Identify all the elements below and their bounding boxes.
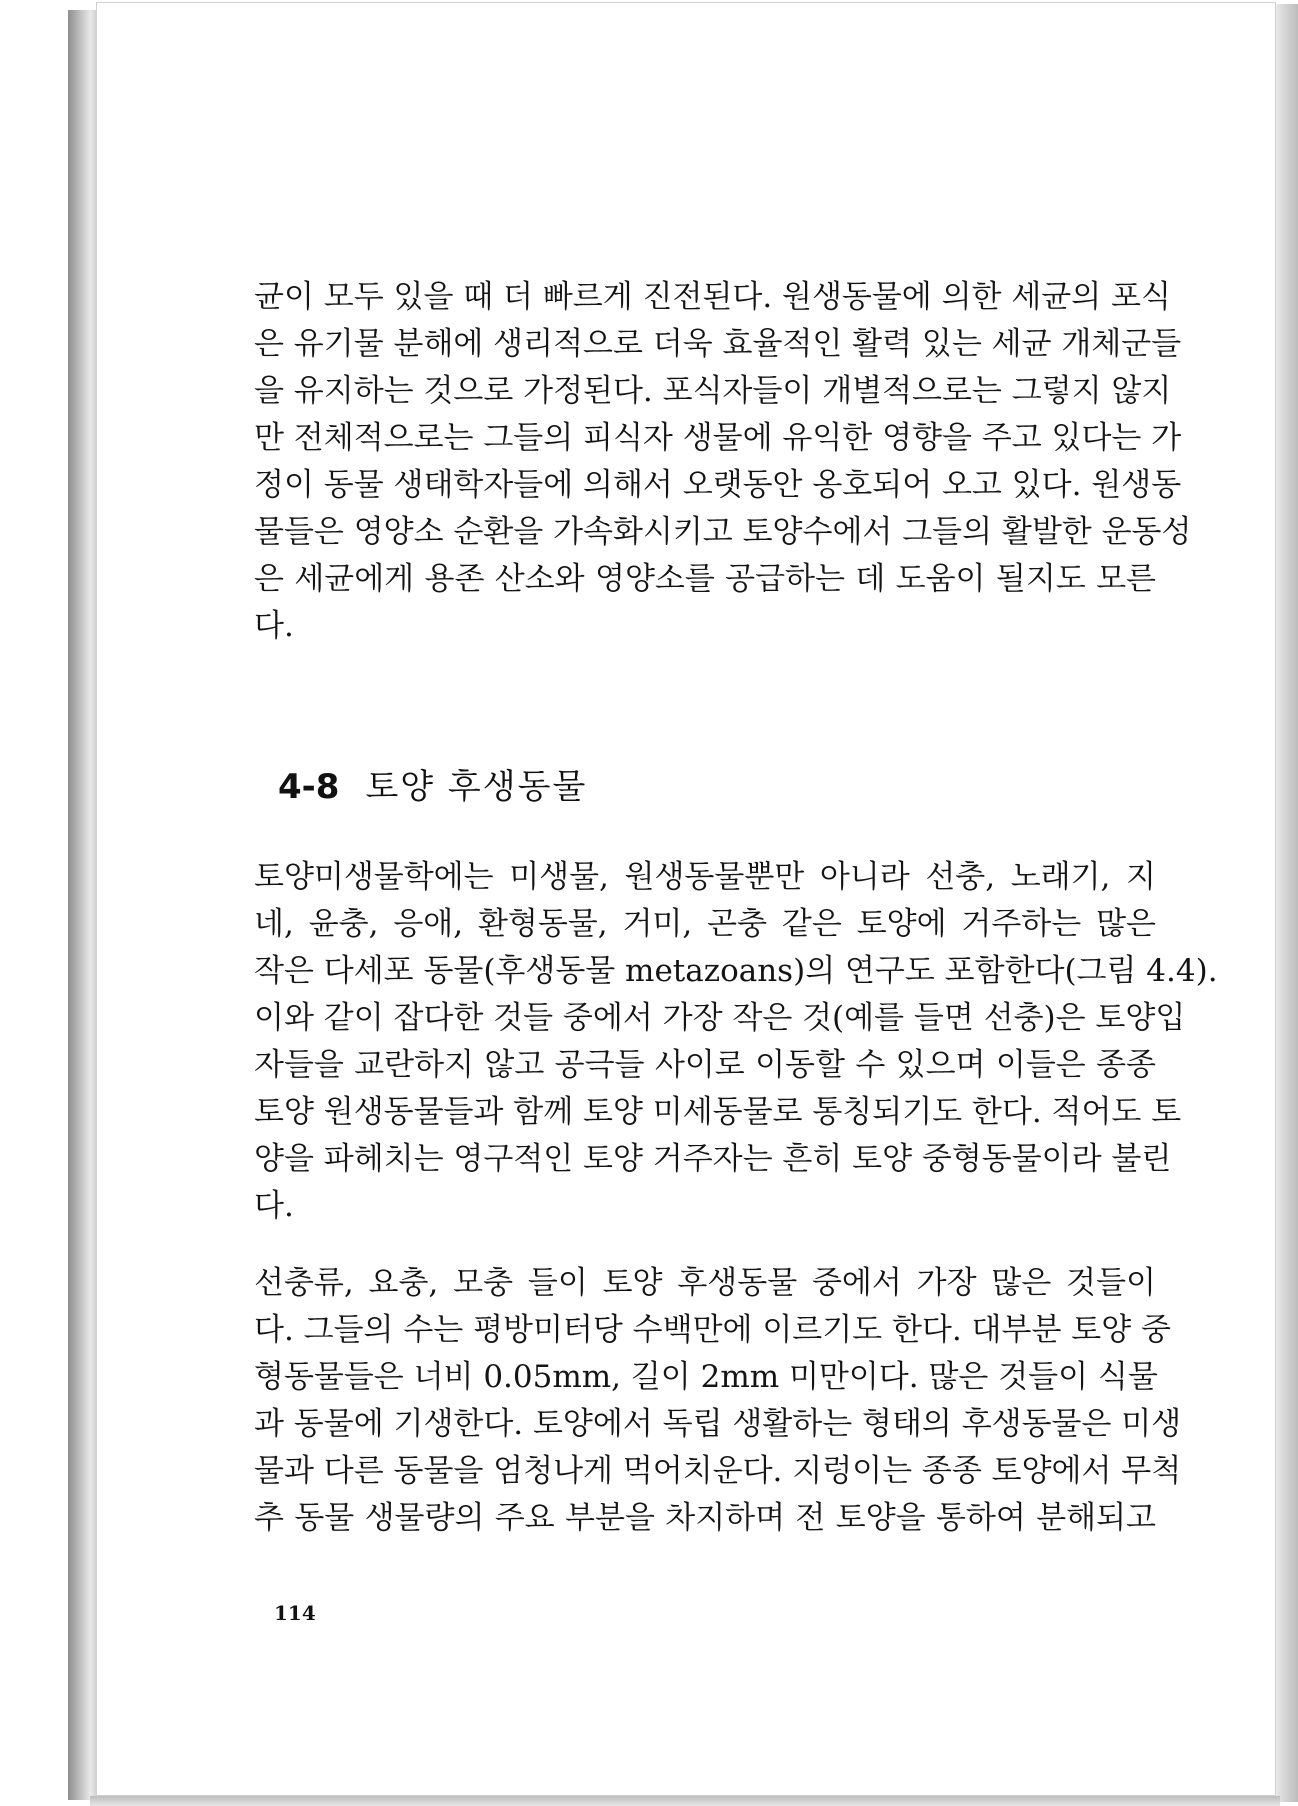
text-line: 은 세균에게 용존 산소와 영양소를 공급하는 데 도움이 될지도 모른 <box>254 561 1156 597</box>
text-line: 다. <box>254 1188 294 1224</box>
text-line: 작은 다세포 동물(후생동물 metazoans)의 연구도 포함한다(그림 4.4). <box>254 953 1218 989</box>
paragraph-2 <box>254 854 1218 1230</box>
text-line: 형동물들은 너비 0.05mm, 길이 2mm 미만이다. 많은 것들이 식물 <box>254 1359 1158 1395</box>
page-number: 114 <box>274 1601 316 1625</box>
text-line: 균이 모두 있을 때 더 빠르게 진전된다. 원생동물에 의한 세균의 포식 <box>254 279 1171 315</box>
page-edge-left <box>68 10 98 1800</box>
section-title: 토양 후생동물 <box>365 767 588 807</box>
text-line: 이와 같이 잡다한 것들 중에서 가장 작은 것(예를 들면 선충)은 토양입 <box>254 1000 1186 1036</box>
section-heading <box>278 763 587 811</box>
paragraph-1 <box>254 274 1192 650</box>
text-line: 양을 파헤치는 영구적인 토양 거주자는 흔히 토양 중형동물이라 불린 <box>254 1141 1172 1177</box>
text-line: 다. <box>254 608 294 644</box>
text-line: 토양 원생동물들과 함께 토양 미세동물로 통칭되기도 한다. 적어도 토 <box>254 1094 1182 1130</box>
text-line: 물과 다른 동물을 엄청나게 먹어치운다. 지렁이는 종종 토양에서 무척 <box>254 1453 1182 1489</box>
text-line: 자들을 교란하지 않고 공극들 사이로 이동할 수 있으며 이들은 종종 <box>254 1047 1156 1083</box>
section-number: 4-8 <box>278 767 340 807</box>
text-line: 추 동물 생물량의 주요 부분을 차지하며 전 토양을 통하여 분해되고 <box>254 1500 1156 1536</box>
text-line: 물들은 영양소 순환을 가속화시키고 토양수에서 그들의 활발한 운동성 <box>254 514 1192 550</box>
text-line: 을 유지하는 것으로 가정된다. 포식자들이 개별적으로는 그렇지 않지 <box>254 373 1172 409</box>
text-line: 다. 그들의 수는 평방미터당 수백만에 이르기도 한다. 대부분 토양 중 <box>254 1312 1171 1348</box>
text-line: 은 유기물 분해에 생리적으로 더욱 효율적인 활력 있는 세균 개체군들 <box>254 326 1182 362</box>
paragraph-3 <box>254 1260 1182 1542</box>
page-shadow <box>90 1796 1280 1806</box>
text-line: 만 전체적으로는 그들의 피식자 생물에 유익한 영향을 주고 있다는 가 <box>254 420 1182 456</box>
text-line: 토양미생물학에는 미생물, 원생동물뿐만 아니라 선충, 노래기, 지 <box>254 859 1156 895</box>
text-line: 네, 윤충, 응애, 환형동물, 거미, 곤충 같은 토양에 거주하는 많은 <box>254 906 1156 942</box>
text-line: 선충류, 요충, 모충 들이 토양 후생동물 중에서 가장 많은 것들이 <box>254 1265 1156 1301</box>
text-line: 과 동물에 기생한다. 토양에서 독립 생활하는 형태의 후생동물은 미생 <box>254 1406 1182 1442</box>
text-line: 정이 동물 생태학자들에 의해서 오랫동안 옹호되어 오고 있다. 원생동 <box>254 467 1182 503</box>
